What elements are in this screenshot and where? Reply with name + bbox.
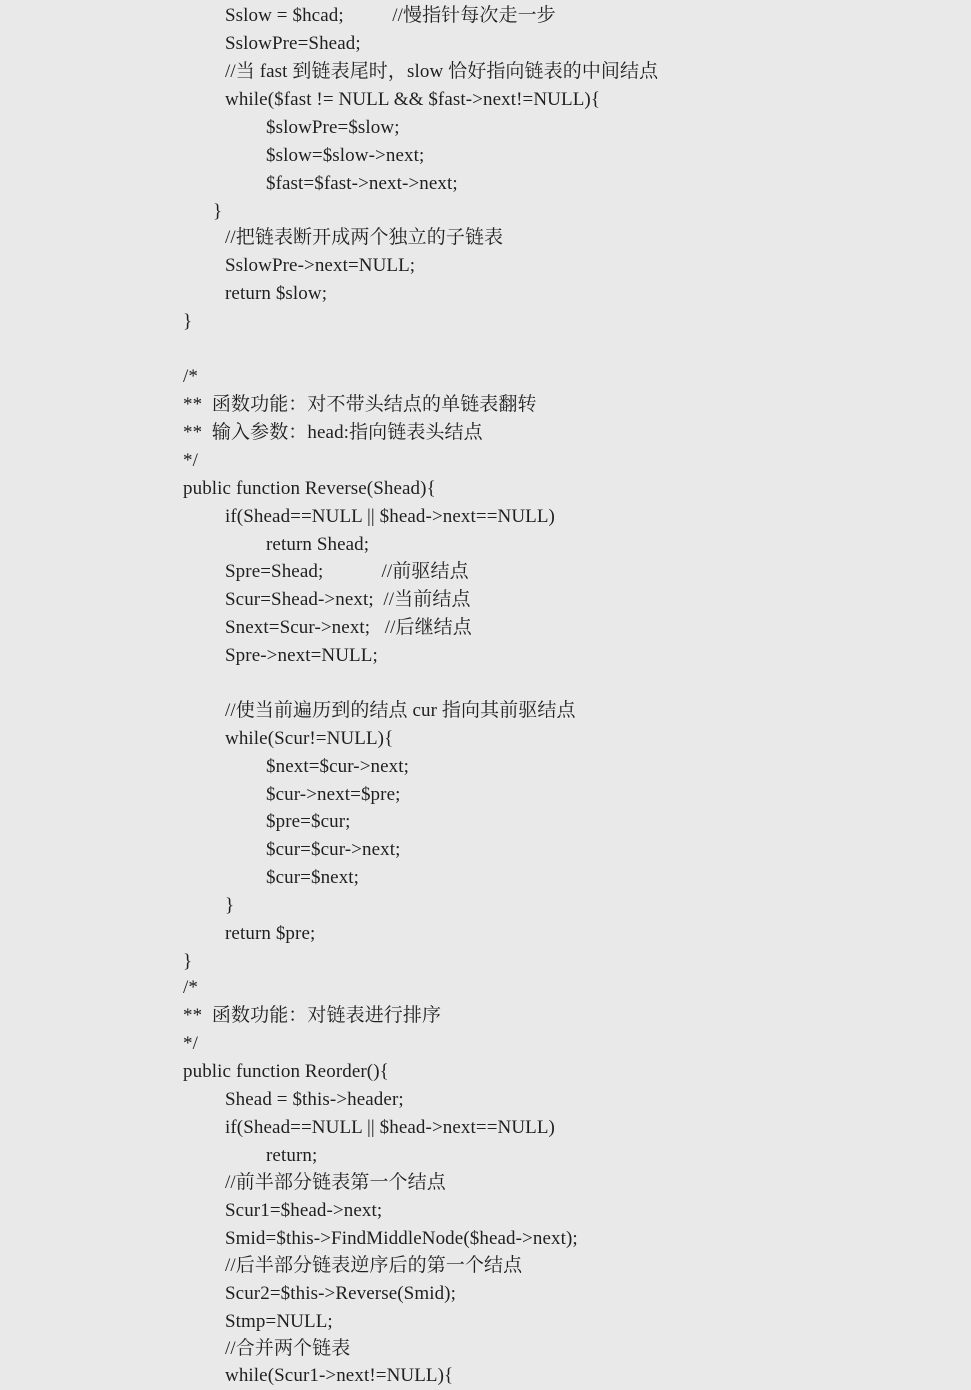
code-line: $next=$cur->next; (266, 756, 410, 777)
code-line: //前半部分链表第一个结点 (225, 1172, 446, 1193)
code-line: */ (183, 450, 198, 471)
code-line: Scur1=$head->next; (225, 1200, 383, 1221)
code-line: public function Reverse(Shead){ (183, 478, 436, 499)
code-line: Sslow = $hcad; //慢指针每次走一步 (225, 5, 556, 26)
code-line: } (183, 951, 193, 972)
code-line: } (213, 201, 223, 222)
code-line: $cur=$cur->next; (266, 839, 401, 860)
code-line: Snext=Scur->next; //后继结点 (225, 617, 472, 638)
code-line: //把链表断开成两个独立的子链表 (225, 227, 504, 248)
code-line: //当 fast 到链表尾时，slow 恰好指向链表的中间结点 (225, 61, 659, 82)
code-line: Scur=Shead->next; //当前结点 (225, 589, 471, 610)
code-line: //后半部分链表逆序后的第一个结点 (225, 1255, 523, 1276)
code-page (0, 2, 971, 1388)
code-line: Stmp=NULL; (225, 1311, 333, 1332)
code-line: while($fast != NULL && $fast->next!=NULL){ (225, 89, 601, 110)
code-line: return; (266, 1145, 318, 1166)
code-line: if(Shead==NULL || $head->next==NULL) (225, 1117, 555, 1138)
code-line: return $slow; (225, 283, 328, 304)
code-line: ** 输入参数：head:指向链表头结点 (183, 422, 483, 443)
code-line: $cur=$next; (266, 867, 360, 888)
code-line: if(Shead==NULL || $head->next==NULL) (225, 506, 555, 527)
code-line: return Shead; (266, 534, 370, 555)
code-line: $slowPre=$slow; (266, 117, 400, 138)
code-line: } (225, 895, 235, 916)
code-line: //使当前遍历到的结点 cur 指向其前驱结点 (225, 700, 576, 721)
code-line: /* (183, 977, 198, 998)
code-line: SslowPre->next=NULL; (225, 255, 416, 276)
code-line: public function Reorder(){ (183, 1061, 389, 1082)
code-line: $fast=$fast->next->next; (266, 173, 458, 194)
code-line: $cur->next=$pre; (266, 784, 401, 805)
code-line: */ (183, 1033, 198, 1054)
code-line: while(Scur1->next!=NULL){ (225, 1365, 454, 1386)
code-line: ** 函数功能：对不带头结点的单链表翻转 (183, 394, 537, 415)
code-line: $slow=$slow->next; (266, 145, 425, 166)
code-line: Smid=$this->FindMiddleNode($head->next); (225, 1228, 578, 1249)
code-line: //合并两个链表 (225, 1338, 351, 1359)
code-line: while(Scur!=NULL){ (225, 728, 394, 749)
code-line: Spre=Shead; //前驱结点 (225, 561, 469, 582)
code-line: ** 函数功能：对链表进行排序 (183, 1005, 442, 1026)
code-line: return $pre; (225, 923, 316, 944)
code-line: SslowPre=Shead; (225, 33, 361, 54)
code-line: Scur2=$this->Reverse(Smid); (225, 1283, 456, 1304)
code-line: /* (183, 366, 198, 387)
code-line: $pre=$cur; (266, 811, 351, 832)
code-line: Spre->next=NULL; (225, 645, 378, 666)
code-line: } (183, 311, 193, 332)
code-line: Shead = $this->header; (225, 1089, 404, 1110)
